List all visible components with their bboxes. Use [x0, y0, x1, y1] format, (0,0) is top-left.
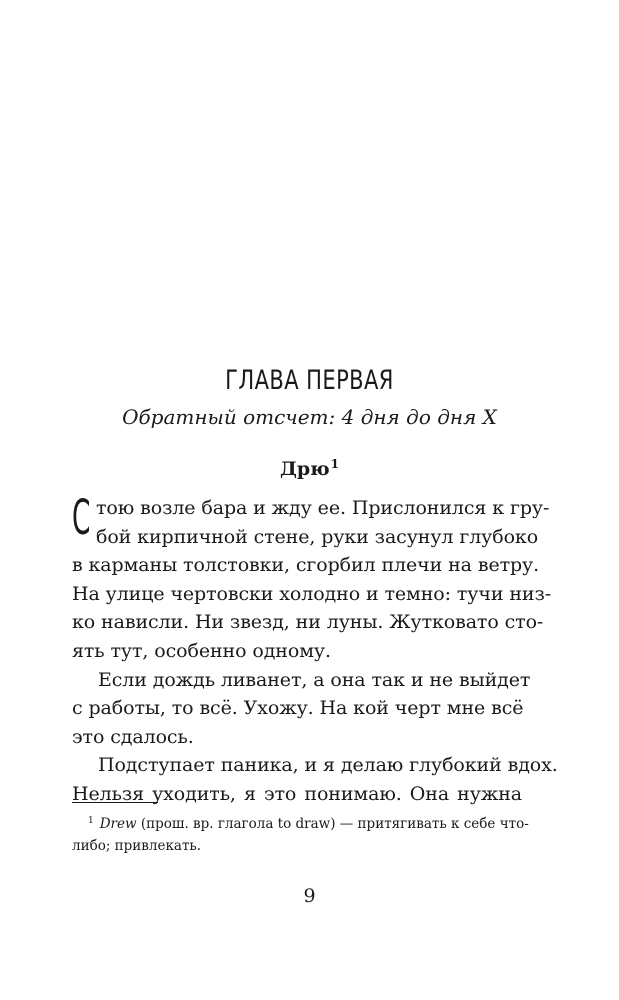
footnote-reference: 1 [330, 457, 340, 471]
body-text [72, 490, 558, 809]
paragraph-1 [72, 490, 552, 666]
footnote [72, 810, 529, 857]
paragraph-2 [72, 666, 531, 752]
footnote-mark: 1 [88, 816, 94, 826]
text-line: это сдалось. [72, 725, 194, 748]
footnote-term: Drew [99, 816, 137, 832]
character-heading [0, 452, 619, 481]
text-line: бой кирпичной стене, руки засунул глубоко [96, 525, 539, 548]
text-line: Нельзя уходить, я это понимаю. Она нужна [72, 782, 522, 805]
drop-cap: С [72, 490, 91, 546]
text-line: в карманы толстовки, сгорбил плечи на ветру. [72, 554, 540, 577]
chapter-subtitle: Обратный отсчет: 4 дня до дня X [122, 405, 497, 429]
chapter-title: ГЛАВА ПЕРВАЯ [225, 365, 394, 396]
text-line: с работы, то всё. Ухожу. На кой черт мне всё [72, 697, 524, 720]
text-line: Подступает паника, и я делаю глубокий вдох. [98, 754, 558, 777]
character-name: Дрю [279, 458, 330, 480]
footnote-line: либо; привлекать. [72, 838, 202, 854]
text-line: ко нависли. Ни звезд, ни луны. Жутковато сто- [72, 611, 544, 634]
text-line: На улице чертовски холодно и темно: тучи низ- [72, 582, 552, 605]
page-number: 9 [303, 885, 316, 907]
text-line: ять тут, особенно одному. [72, 639, 331, 662]
footnote-definition: (прош. вр. глагола to draw) — притягивать к себе что- [136, 816, 529, 832]
text-line: Если дождь ливанет, а она так и не выйдет [98, 668, 531, 691]
footnote-divider [72, 802, 158, 803]
text-line: тою возле бара и жду ее. Прислонился к гру- [96, 497, 550, 519]
footnote-line [72, 810, 529, 835]
paragraph-3 [72, 751, 558, 808]
